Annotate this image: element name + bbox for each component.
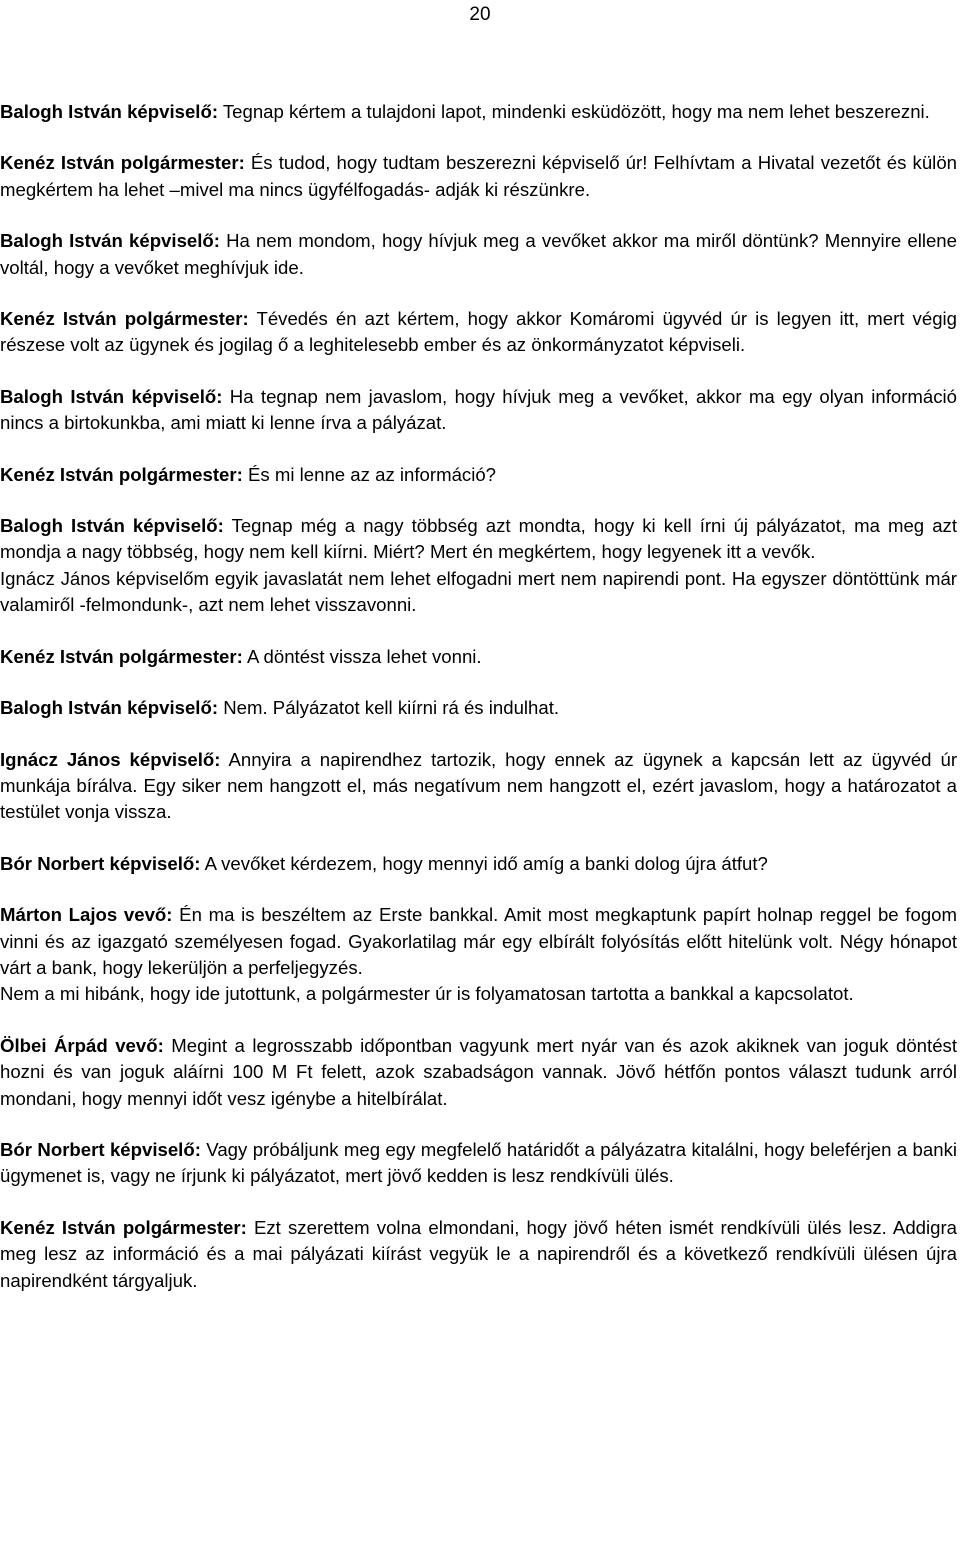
speaker-name: Bór Norbert képviselő: xyxy=(0,852,201,874)
transcript-paragraph xyxy=(0,747,957,826)
speech-text: A döntést vissza lehet vonni. xyxy=(242,645,482,667)
transcript-paragraph xyxy=(0,851,957,877)
speaker-name: Kenéz István polgármester: xyxy=(0,645,243,667)
speaker-name: Bór Norbert képviselő: xyxy=(0,1138,201,1160)
speech-text: És tudod, hogy tudtam beszerezni képviselő úr! Felhívtam a Hivatal vezetőt és külön megkértem ha lehet –mivel ma nincs ügyfélfogadás- adják ki részünkre. xyxy=(0,152,957,200)
transcript-paragraph xyxy=(0,902,957,981)
speaker-name: Ölbei Árpád vevő: xyxy=(0,1034,164,1056)
speaker-name: Ignácz János képviselő: xyxy=(0,748,221,770)
speech-text: Ha nem mondom, hogy hívjuk meg a vevőket akkor ma miről döntünk? Mennyire ellene voltál, hogy a vevőket meghívjuk ide. xyxy=(0,230,957,278)
transcript-paragraph xyxy=(0,1137,957,1190)
speech-text: Ezt szerettem volna elmondani, hogy jövő héten ismét rendkívüli ülés lesz. Addigra meg lesz az információ és a mai pályázati kiírást vegyük le a napirendről és a következő rendkívüli ülésen újra napirendként tárgyaljuk. xyxy=(0,1216,958,1291)
speaker-name: Balogh István képviselő: xyxy=(0,515,224,537)
transcript-paragraph xyxy=(0,981,957,1007)
speech-text: Tévedés én azt kértem, hogy akkor Komáromi ügyvéd úr is legyen itt, mert végig részese volt az ügynek és jogilag ő a leghitelesebb ember és az önkormányzatot képviseli. xyxy=(0,308,958,356)
transcript-paragraph xyxy=(0,513,957,566)
speech-text: Ha tegnap nem javaslom, hogy hívjuk meg a vevőket, akkor ma egy olyan információ nincs a birtokunkba, ami miatt ki lenne írva a pályázat. xyxy=(0,385,957,434)
transcript-paragraph xyxy=(0,1215,957,1294)
speech-text: Nem a mi hibánk, hogy ide jutottunk, a polgármester úr is folyamatosan tartotta a bankkal a kapcsolatot. xyxy=(0,983,854,1005)
speaker-name: Kenéz István polgármester: xyxy=(0,463,243,485)
transcript-paragraph xyxy=(0,228,957,281)
transcript-paragraph xyxy=(0,384,957,437)
speech-text: Vagy próbáljunk meg egy megfelelő határidőt a pályázatra kitalálni, hogy beleférjen a banki ügymenet is, vagy ne írjunk ki pályázatot, mert jövő kedden is lesz rendkívüli ülés. xyxy=(0,1138,957,1187)
transcript-paragraph xyxy=(0,695,957,721)
speaker-name: Kenéz István polgármester: xyxy=(0,308,249,330)
speech-text: Tegnap még a nagy többség azt mondta, hogy ki kell írni új pályázatot, ma meg azt mondja a nagy többség, hogy nem kell kiírni. Miért? Mert én megkértem, hogy legyenek itt a vevők. xyxy=(0,515,957,563)
page-number: 20 xyxy=(469,4,491,25)
speech-text: És mi lenne az az információ? xyxy=(242,463,497,485)
speech-text: Tegnap kértem a tulajdoni lapot, mindenki esküdözött, hogy ma nem lehet beszerezni. xyxy=(218,101,930,122)
speaker-name: Márton Lajos vevő: xyxy=(0,904,173,926)
speaker-name: Balogh István képviselő: xyxy=(0,230,220,252)
transcript-paragraph xyxy=(0,306,957,359)
transcript-paragraph xyxy=(0,644,957,670)
transcript-paragraph xyxy=(0,150,957,203)
speech-text: Megint a legrosszabb időpontban vagyunk mert nyár van és azok akiknek van joguk döntést hozni és van joguk aláírni 100 M Ft felett, azok szabadságon vannak. Jövő hétfőn pontos választ tudunk arról mondani, hogy mennyi időt vesz igénybe a hitelbírálat. xyxy=(0,1034,957,1109)
transcript-paragraph xyxy=(0,462,957,488)
speaker-name: Balogh István képviselő: xyxy=(0,101,219,122)
speech-text: Ignácz János képviselőm egyik javaslatát nem lehet elfogadni mert nem napirendi pont. Ha egyszer döntöttünk már valamiről -felmondunk-, azt nem lehet visszavonni. xyxy=(0,567,957,616)
speaker-name: Balogh István képviselő: xyxy=(0,385,223,407)
speech-text: Annyira a napirendhez tartozik, hogy ennek az ügynek a kapcsán lett az ügyvéd úr munkája bírálva. Egy siker nem hangzott el, más negatívum nem hangzott el, ezért javaslom, hogy a határozatot a testület vonja vissza. xyxy=(0,748,958,823)
transcript-paragraph xyxy=(0,1033,957,1112)
transcript-paragraph xyxy=(0,99,957,125)
transcript-body xyxy=(0,99,957,1319)
transcript-paragraph xyxy=(0,566,957,619)
speech-text: Nem. Pályázatot kell kiírni rá és indulhat. xyxy=(218,697,560,719)
speech-text: A vevőket kérdezem, hogy mennyi idő amíg a banki dolog újra átfut? xyxy=(200,852,768,874)
speech-text: Én ma is beszéltem az Erste bankkal. Amit most megkaptunk papírt holnap reggel be fogom vinni és az igazgató személyesen fogad. Gyakorlatilag már egy elbírált folyósítás előtt hitelünk volt. Négy hónapot várt a bank, hogy lekerüljön a perfeljegyzés. xyxy=(0,904,957,978)
speaker-name: Kenéz István polgármester: xyxy=(0,152,245,174)
speaker-name: Kenéz István polgármester: xyxy=(0,1216,247,1238)
speaker-name: Balogh István képviselő: xyxy=(0,697,219,719)
